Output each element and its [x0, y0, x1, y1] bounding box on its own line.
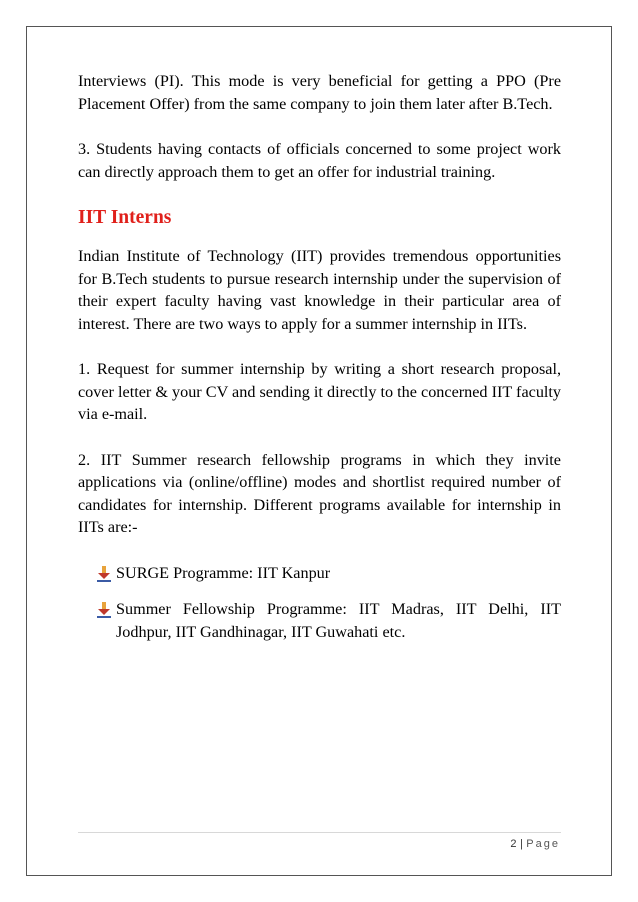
document-body: [78, 70, 561, 657]
page-number: 2: [510, 838, 517, 850]
section-heading: IIT Interns: [78, 207, 172, 228]
footer-divider: [78, 832, 561, 833]
list-item: [78, 562, 561, 585]
list-item: [78, 598, 561, 643]
paragraph-request: 1. Request for summer internship by writing a short research proposal, cover letter & your CV and sending it directly to the concerned IIT faculty via e-mail.: [78, 360, 561, 423]
program-list: [78, 562, 561, 644]
page-footer: [510, 838, 560, 850]
paragraph-iit-intro: Indian Institute of Technology (IIT) provides tremendous opportunities for B.Tech students to pursue research internship under the supervision of their expert faculty having vast knowledge in their particular area of interest. There are two ways to apply for a summer internship in IITs.: [78, 247, 561, 333]
list-item-text: Summer Fellowship Programme: IIT Madras, IIT Delhi, IIT Jodhpur, IIT Gandhinagar, IIT Guwahati etc.: [116, 600, 561, 641]
paragraph-contacts: 3. Students having contacts of officials concerned to some project work can directly approach them to get an offer for industrial training.: [78, 140, 561, 181]
footer-separator: |: [519, 838, 524, 850]
down-arrow-bullet-icon: [96, 602, 112, 618]
page-label: Page: [526, 838, 560, 850]
down-arrow-bullet-icon: [96, 566, 112, 582]
paragraph-fellowship: 2. IIT Summer research fellowship programs in which they invite applications via (online/offline) modes and shortlist required number of candidates for internship. Different programs available for internship in IITs are:-: [78, 450, 561, 536]
paragraph-interviews: Interviews (PI). This mode is very beneficial for getting a PPO (Pre Placement Offer) from the same company to join them later after B.Tech.: [78, 72, 561, 113]
list-item-text: SURGE Programme: IIT Kanpur: [116, 563, 331, 582]
